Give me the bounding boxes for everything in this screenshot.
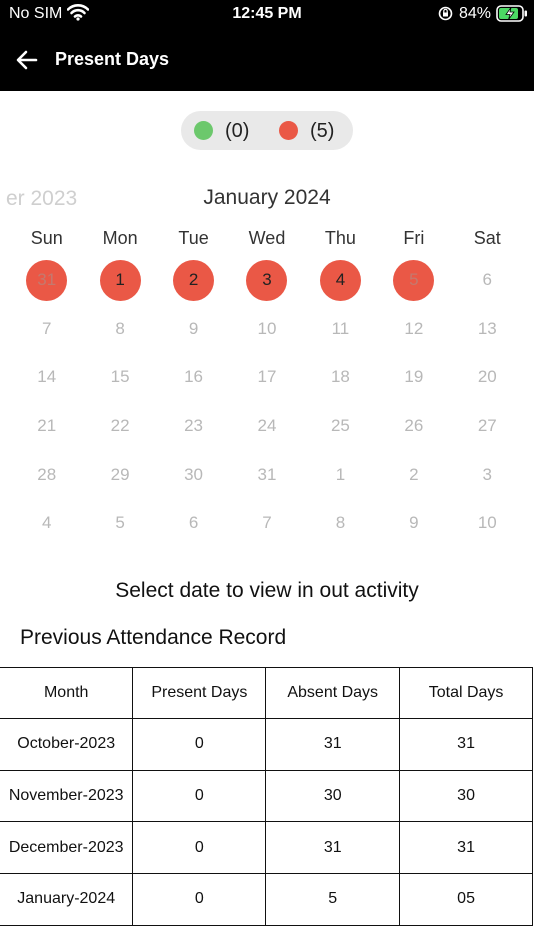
calendar-day-number: 28 — [37, 464, 57, 484]
calendar-day[interactable] — [304, 450, 377, 499]
calendar-grid — [10, 256, 524, 548]
calendar-day[interactable] — [10, 305, 83, 354]
calendar-day[interactable] — [83, 353, 156, 402]
calendar-day-number: 16 — [184, 367, 204, 387]
calendar-day[interactable] — [377, 402, 450, 451]
table-cell: 0 — [133, 770, 266, 822]
calendar-day-number: 3 — [482, 464, 493, 484]
calendar-day-number: 20 — [477, 367, 497, 387]
calendar-day-absent[interactable] — [304, 256, 377, 305]
carrier-label: No SIM — [9, 5, 63, 22]
calendar-day[interactable] — [304, 402, 377, 451]
table-cell: 30 — [400, 770, 533, 822]
weekday-header — [10, 228, 524, 250]
table-cell: January-2024 — [0, 874, 133, 926]
present-count: (0) — [225, 120, 250, 142]
table-cell: December-2023 — [0, 822, 133, 874]
calendar-day[interactable] — [10, 450, 83, 499]
table-row — [0, 874, 533, 926]
calendar-day[interactable] — [10, 353, 83, 402]
calendar-day-number: 23 — [184, 416, 204, 436]
calendar-day-number: 18 — [330, 367, 350, 387]
table-body — [0, 719, 533, 926]
calendar-day-number: 7 — [262, 513, 272, 533]
calendar-day-number: 31 — [26, 260, 67, 301]
calendar-day-absent[interactable] — [83, 256, 156, 305]
calendar-day[interactable] — [230, 499, 303, 548]
calendar-day[interactable] — [230, 305, 303, 354]
attendance-legend — [181, 111, 353, 150]
calendar-day[interactable] — [157, 450, 230, 499]
records-title: Previous Attendance Record — [20, 626, 287, 649]
calendar-day-number: 10 — [257, 318, 277, 338]
table-cell: 30 — [266, 770, 400, 822]
calendar-day[interactable] — [157, 305, 230, 354]
calendar-day-number: 24 — [257, 416, 277, 436]
calendar-day[interactable] — [10, 402, 83, 451]
calendar-day[interactable] — [377, 353, 450, 402]
table-cell: 31 — [266, 719, 400, 771]
calendar-day[interactable] — [304, 499, 377, 548]
calendar-day-number: 5 — [115, 513, 125, 533]
calendar-day[interactable] — [451, 499, 524, 548]
battery-percent: 84% — [459, 5, 492, 22]
table-cell: 31 — [266, 822, 400, 874]
table-cell: 31 — [400, 822, 533, 874]
calendar-day-number: 5 — [393, 260, 434, 301]
calendar-day[interactable] — [451, 256, 524, 305]
calendar-day-number: 26 — [404, 416, 424, 436]
status-bar — [0, 0, 534, 30]
table-cell: 5 — [266, 874, 400, 926]
weekday-label: Mon — [102, 228, 138, 248]
calendar-day-number: 21 — [37, 416, 57, 436]
column-header: Month — [0, 668, 133, 719]
calendar-day-number: 1 — [335, 464, 346, 484]
arrow-left-icon[interactable] — [14, 47, 40, 73]
weekday-label: Thu — [324, 228, 356, 248]
calendar-day[interactable] — [157, 499, 230, 548]
calendar-day-number: 7 — [41, 318, 52, 338]
calendar-day-number: 11 — [331, 318, 350, 338]
calendar-day[interactable] — [377, 305, 450, 354]
weekday-label: Wed — [248, 228, 286, 248]
calendar-day-number: 13 — [477, 318, 497, 338]
calendar-day[interactable] — [451, 450, 524, 499]
column-header: Present Days — [133, 668, 266, 719]
absent-dot-icon — [279, 121, 298, 140]
calendar-day[interactable] — [230, 402, 303, 451]
calendar-day[interactable] — [83, 450, 156, 499]
weekday-label: Fri — [403, 228, 425, 248]
calendar-day-absent[interactable] — [377, 256, 450, 305]
calendar-day-number: 6 — [482, 270, 493, 290]
calendar-day[interactable] — [304, 353, 377, 402]
calendar-day-number: 2 — [409, 464, 419, 484]
navigation-bar — [0, 40, 534, 80]
table-row — [0, 719, 533, 771]
calendar-day-number: 27 — [477, 416, 497, 436]
calendar-day-number: 9 — [409, 513, 419, 533]
calendar-day[interactable] — [377, 450, 450, 499]
calendar-day-number: 10 — [477, 513, 497, 533]
table-row — [0, 770, 533, 822]
calendar-day-number: 29 — [110, 464, 130, 484]
previous-month-label[interactable]: er 2023 — [6, 187, 78, 210]
calendar-day[interactable] — [157, 353, 230, 402]
calendar-day-number: 17 — [257, 367, 277, 387]
calendar-day-absent[interactable] — [10, 256, 83, 305]
calendar-day-number: 8 — [115, 318, 125, 338]
weekday-label: Tue — [178, 228, 209, 248]
calendar-day-number: 12 — [404, 318, 424, 338]
page-title: Present Days — [55, 49, 170, 69]
status-time: 12:45 PM — [232, 5, 302, 22]
calendar-day[interactable] — [377, 499, 450, 548]
calendar-day-number: 8 — [335, 513, 346, 533]
calendar-day-number: 19 — [404, 367, 424, 387]
battery-charging-icon — [496, 5, 528, 22]
calendar-day[interactable] — [10, 499, 83, 548]
column-header: Absent Days — [266, 668, 400, 719]
calendar-day-number: 6 — [188, 513, 199, 533]
table-header-row — [0, 668, 533, 719]
table-cell: 0 — [133, 719, 266, 771]
column-header: Total Days — [400, 668, 533, 719]
calendar-day[interactable] — [83, 305, 156, 354]
calendar-day-absent[interactable] — [230, 256, 303, 305]
orientation-lock-icon — [438, 6, 453, 21]
table-cell: October-2023 — [0, 719, 133, 771]
table-cell: 31 — [400, 719, 533, 771]
calendar-day[interactable] — [304, 305, 377, 354]
calendar-day-number: 22 — [110, 416, 130, 436]
table-cell: 0 — [133, 822, 266, 874]
table-cell: 05 — [400, 874, 533, 926]
calendar-day-number: 3 — [246, 260, 287, 301]
calendar-day[interactable] — [451, 353, 524, 402]
table-row — [0, 822, 533, 874]
table-cell: 0 — [133, 874, 266, 926]
calendar-day-number: 2 — [173, 260, 214, 301]
calendar-day-number: 1 — [100, 260, 141, 301]
calendar-day-number: 4 — [41, 513, 52, 533]
weekday-label: Sun — [30, 228, 63, 248]
attendance-table — [0, 667, 533, 926]
present-dot-icon — [194, 121, 213, 140]
hint-text: Select date to view in out activity — [115, 579, 419, 602]
calendar-day-number: 15 — [110, 367, 130, 387]
calendar-day[interactable] — [230, 450, 303, 499]
calendar-day[interactable] — [230, 353, 303, 402]
calendar-day[interactable] — [451, 402, 524, 451]
calendar-day-number: 9 — [188, 318, 199, 338]
table-cell: November-2023 — [0, 770, 133, 822]
calendar-day-number: 25 — [330, 416, 350, 436]
weekday-label: Sat — [473, 228, 501, 248]
current-month-label: January 2024 — [203, 186, 331, 209]
top-bar — [0, 0, 534, 91]
calendar-day-number: 30 — [184, 464, 204, 484]
calendar-day-number: 4 — [320, 260, 361, 301]
calendar-day[interactable] — [83, 402, 156, 451]
calendar-day-absent[interactable] — [157, 256, 230, 305]
calendar-day[interactable] — [83, 499, 156, 548]
calendar-day-number: 31 — [257, 464, 277, 484]
calendar-day[interactable] — [157, 402, 230, 451]
calendar-day[interactable] — [451, 305, 524, 354]
calendar-day-number: 14 — [37, 367, 57, 387]
absent-count: (5) — [310, 120, 335, 142]
